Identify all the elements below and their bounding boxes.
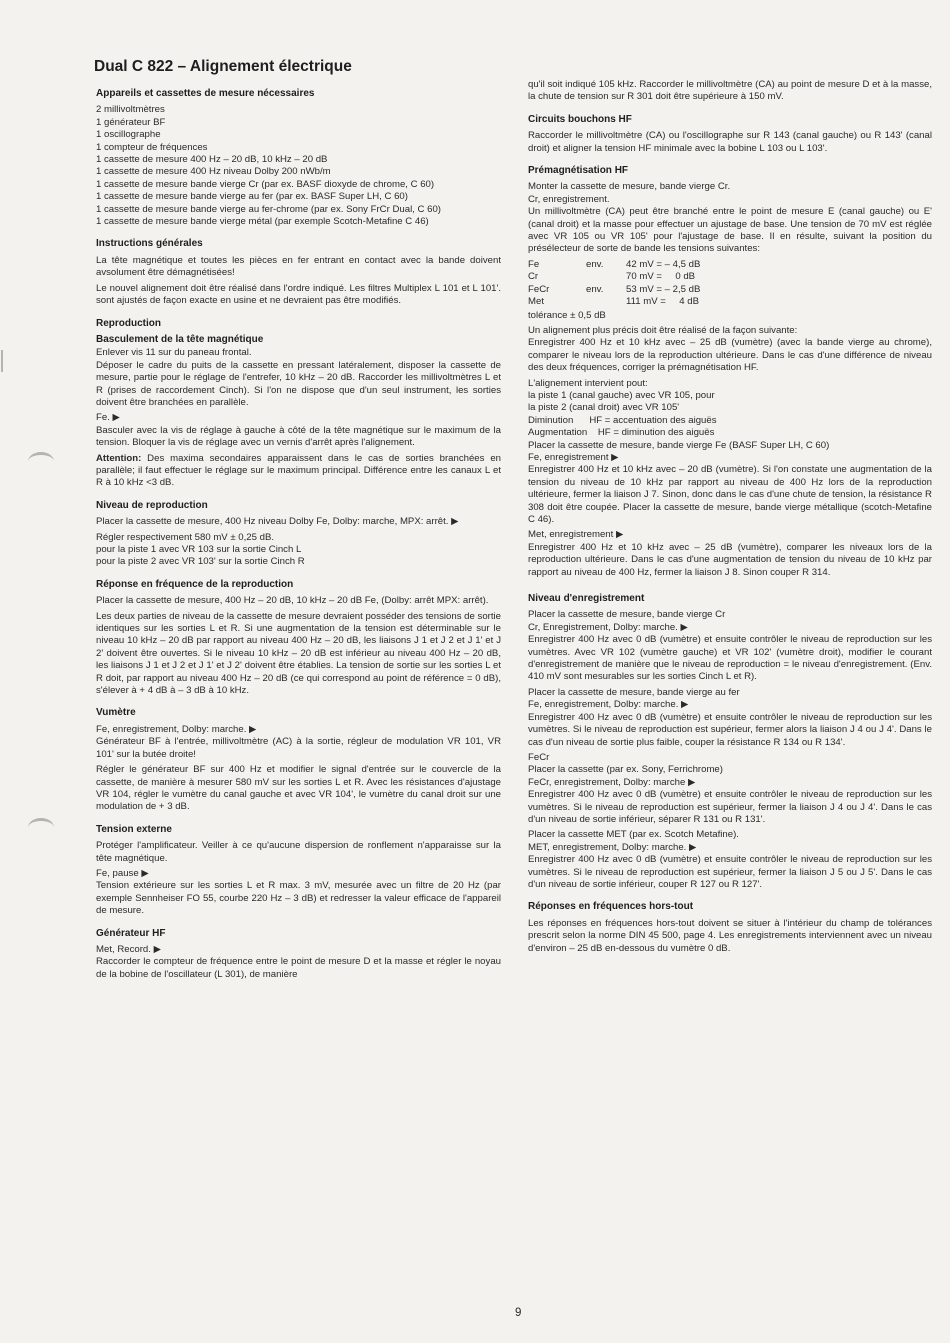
tape-type-cell: Fe: [528, 258, 540, 270]
value-cell: 70 mV = 0 dB: [626, 271, 696, 283]
list-item: 1 cassette de mesure bande vierge métal (par exemple Scotch-Metafine C 46): [96, 216, 429, 228]
subsection-heading: Basculement de la tête magnétique: [96, 333, 264, 345]
table-row: [528, 271, 700, 283]
env-cell: [586, 296, 626, 308]
env-cell: env.: [586, 258, 604, 270]
paragraph: Enregistrer 400 Hz et 10 kHz avec – 25 dB (vumètre) (avec la bande vierge au chrome), comparer le niveau lors de la reproduction ultérieure. Dans le cas d'une différence de niveau des deux fréquences, corriger la prémagnétisation HF.: [528, 337, 932, 374]
paragraph: MET, enregistrement, Dolby: marche. ▶: [528, 841, 697, 853]
paragraph: Un millivoltmètre (CA) peut être branché entre le point de mesure E (canal gauche) ou E' (canal droit) et la masse pour effectuer un ajustage de base. Une tension de 70 mV est réglée avec VR 105 ou VR 105' pour l'ajustage de base. Il en résulte, suivant la position du présélecteur de sorte de bande les tensions suivantes:: [528, 206, 932, 255]
paragraph: Placer la cassette (par ex. Sony, Ferrichrome): [528, 764, 723, 776]
tape-type-cell: Cr: [528, 271, 539, 283]
attention-text: Des maxima secondaires apparaissent dans le cas de sorties branchées en parallèle; il faut effectuer le réglage sur le maximum principal. Différence entre les canaux L et R à 10 kHz <3 dB.: [96, 452, 501, 489]
paragraph: FeCr, enregistrement, Dolby: marche ▶: [528, 776, 696, 788]
section-heading: Appareils et cassettes de mesure nécessaires: [96, 88, 315, 99]
attention-paragraph: [96, 453, 501, 490]
paragraph: Placer la cassette de mesure, 400 Hz niveau Dolby Fe, Dolby: marche, MPX: arrêt. ▶: [96, 516, 459, 528]
section-heading: Réponses en fréquences hors-tout: [528, 901, 694, 913]
attention-label: Attention:: [96, 452, 142, 464]
tape-voltage-table: [528, 259, 700, 309]
paragraph: Basculer avec la vis de réglage à gauche à côté de la tête magnétique sur le maximum de la tension. Bloquer la vis de réglage avec un vernis d'arrêt après l'alignement.: [96, 424, 501, 449]
table-row: [528, 296, 700, 308]
value-cell: 111 mV = 4 dB: [626, 296, 699, 308]
tape-type-cell: FeCr: [528, 283, 550, 295]
paragraph: Fe, pause ▶: [96, 867, 149, 879]
list-item: 1 cassette de mesure 400 Hz – 20 dB, 10 kHz – 20 dB: [96, 154, 328, 166]
table-row: [528, 284, 700, 296]
paragraph: Fe, enregistrement, Dolby: marche. ▶: [528, 699, 689, 711]
paragraph: Régler le générateur BF sur 400 Hz et modifier le signal d'entrée sur le couvercle de la cassette, de manière à mesurer 580 mV sur les sorties L et R. Avec les résistances d'ajustage VR 104, régler le vumètre du canal gauche et avec VR 104', le vumètre du canal droit sur une modulation de + 3 dB.: [96, 764, 501, 813]
tape-type-cell: Met: [528, 296, 544, 308]
paragraph: Enregistrer 400 Hz et 10 kHz avec – 20 dB (vumètre). Si l'on constate une augmentation de la tension du niveau de 10 kHz par rapport au niveau de 400 Hz lors de la reproduction ultérieure, fermer la liaison J 7. Sinon, donc dans le cas d'une chute de tension, la résistance R 308 doit être coupée. Placer la cassette de mesure, bande vierge métallique (scotch-Metafine C 46).: [528, 464, 932, 525]
section-heading: Niveau de reproduction: [96, 499, 208, 511]
paragraph: Monter la cassette de mesure, bande vierge Cr.: [528, 181, 731, 193]
env-cell: env.: [586, 283, 604, 295]
section-heading: Tension externe: [96, 823, 172, 835]
paragraph: Générateur BF à l'entrée, millivoltmètre (AC) à la sortie, régleur de modulation VR 101, VR 101' sur la butée droite!: [96, 736, 501, 760]
paragraph: Enregistrer 400 Hz avec 0 dB (vumètre) et ensuite contrôler le niveau de reproduction sur les vumètres. Si le niveau de reproduction est supérieur, fermer la liaison J 5 ou J 5'. Dans le cas d'un niveau de sortie inférieur, couper R 127 ou R 127'.: [528, 854, 932, 890]
paragraph: Protéger l'amplificateur. Veiller à ce qu'aucune dispersion de ronflement n'apparaisse sur la tête magnétique.: [96, 840, 501, 864]
paragraph: Déposer le cadre du puits de la cassette en pressant latéralement, disposer la cassette de mesure, partie pour le réglage de l'entrefer, 10 kHz – 20 dB. Raccorder les millivoltmètres L et R (prises de raccordement Cinch). Si l'on ne dispose que d'un seul instrument, les sorties doivent être branchées en parallèle.: [96, 359, 501, 408]
edge-mark: [1, 350, 3, 372]
value-cell: 42 mV = – 4,5 dB: [626, 258, 701, 270]
paragraph: Diminution HF = accentuation des aiguës: [528, 414, 717, 426]
paragraph: Augmentation HF = diminution des aiguës: [528, 427, 715, 439]
paragraph: Placer la cassette de mesure, bande vierge Cr: [528, 609, 726, 621]
list-item: 1 cassette de mesure bande vierge au fer-chrome (par ex. Sony FrCr Dual, C 60): [96, 203, 441, 215]
left-column: [96, 88, 501, 984]
punch-hole-top: [28, 452, 54, 471]
list-item: 2 millivoltmètres: [96, 104, 165, 116]
paragraph: La tête magnétique et toutes les pièces en fer entrant en contact avec la bande doivent avsolument être démagnétisées!: [96, 254, 501, 279]
section-heading: Générateur HF: [96, 927, 166, 939]
paragraph: Met, enregistrement ▶: [528, 529, 624, 541]
paragraph: Les deux parties de niveau de la cassette de mesure devraient posséder des tensions de sortie identiques sur les sorties L et R. Si une augmentation de la tension est déterminable sur le niveau 10 kHz – 20 dB par rapport au niveau 400 Hz – 20 dB, les liaisons J 1 et J 2 et J 1' et J 2' doivent être ouvertes. Si le niveau 10 kHz – 20 dB est inférieur au niveau 400 Hz – 20 dB, les liaisons J 1 et J 2 et J 1' et J 2' doivent être établies. La tension de sortie sur les sorties L et R doit, par rapport au niveau 400 Hz – 20 dB (ce qui correspond au point de référence = 0 dB), s'élever à + 4 dB à – 3 dB à 10 kHz.: [96, 610, 501, 697]
page-number: 9: [515, 1307, 522, 1319]
paragraph: la piste 1 (canal gauche) avec VR 105, pour: [528, 389, 715, 401]
section-heading: Reproduction: [96, 317, 161, 329]
paragraph: Enregistrer 400 Hz avec 0 dB (vumètre) et ensuite contrôler le niveau de reproduction sur les vumètres. Si le niveau de reproduction est supérieur, fermer alors la liaison J 4 ou J 4'. Dans le cas d'un niveau de sortie plus faible, couper la résistance R 134 ou R 134'.: [528, 711, 932, 748]
equipment-list: [96, 104, 501, 228]
page-title: Dual C 822 – Alignement électrique: [94, 58, 352, 75]
paragraph: Fe, enregistrement, Dolby: marche. ▶: [96, 723, 257, 735]
paragraph: Tension extérieure sur les sorties L et R max. 3 mV, mesurée avec un filtre de 20 Hz (par exemple Sennheiser FO 55, courbe 220 Hz – 3 dB) et redresser la valeur efficace de l'appareil de mesure.: [96, 880, 501, 917]
paragraph: Fe. ▶: [96, 412, 120, 424]
paragraph: pour la piste 2 avec VR 103' sur la sortie Cinch R: [96, 556, 305, 568]
paragraph: Enregistrer 400 Hz et 10 kHz avec – 25 dB (vumètre), comparer les niveaux lors de la reproduction ultérieure. Dans le cas d'une augmentation de tension du niveau de 10 kHz par rapport au niveau de 400 Hz, fermer la liaison J 8. Sinon couper R 314.: [528, 541, 932, 578]
paragraph: Enregistrer 400 Hz avec 0 dB (vumètre) et ensuite contrôler le niveau de reproduction sur les vumètres. Avec VR 102 (vumètre gauche) et VR 102' (vumètre droit), modifier le courant d'enregistrement de manière que le niveau de reproduction = le niveau d'enregistrement. (Env. 410 mV sont mesurables sur les sorties Cinch L et R).: [528, 634, 932, 683]
list-item: 1 oscillographe: [96, 129, 161, 141]
section-heading: Niveau d'enregistrement: [528, 593, 645, 605]
paragraph: Raccorder le compteur de fréquence entre le point de mesure D et la masse et régler le noyau de la bobine de l'oscillateur (L 301), de manière: [96, 956, 501, 980]
section-heading: Instructions générales: [96, 238, 203, 250]
list-item: 1 générateur BF: [96, 116, 166, 128]
punch-hole-bottom: [28, 818, 54, 837]
paragraph: Le nouvel alignement doit être réalisé dans l'ordre indiqué. Les filtres Multiplex L 101 et L 101'. sont ajustés de façon exacte en usine et ne devraient pas être modifiés.: [96, 282, 501, 307]
section-heading: Réponse en fréquence de la reproduction: [96, 578, 294, 590]
section-heading: Circuits bouchons HF: [528, 113, 632, 125]
paragraph: Placer la cassette de mesure, bande vierge Fe (BASF Super LH, C 60): [528, 439, 830, 451]
paragraph: Régler respectivement 580 mV ± 0,25 dB.: [96, 531, 275, 543]
paragraph: Placer la cassette MET (par ex. Scotch Metafine).: [528, 829, 739, 841]
paragraph: Les réponses en fréquences hors-tout doivent se situer à l'intérieur du champ de tolérances prescrit selon la norme DIN 45 500, page 4. Les enregistrements interviennent avec un niveau d'environ – 25 dB en-dessous du vumètre 0 dB.: [528, 917, 932, 954]
table-row: [528, 259, 700, 271]
section-heading: Vumètre: [96, 707, 136, 719]
paragraph: Fe, enregistrement ▶: [528, 451, 619, 463]
paragraph: qu'il soit indiqué 105 kHz. Raccorder le millivoltmètre (CA) au point de mesure D et à la masse, la chute de tension sur R 301 doit être supérieure à 150 mV.: [528, 79, 932, 103]
paragraph: Cr, Enregistrement, Dolby: marche. ▶: [528, 621, 688, 633]
env-cell: [586, 271, 626, 283]
paragraph: Enlever vis 11 sur du paneau frontal.: [96, 347, 252, 359]
list-item: 1 compteur de fréquences: [96, 141, 208, 153]
list-item: 1 cassette de mesure bande vierge au fer (par ex. BASF Super LH, C 60): [96, 191, 408, 203]
paragraph: Met, Record. ▶: [96, 943, 161, 955]
list-item: 1 cassette de mesure bande vierge Cr (par ex. BASF dioxyde de chrome, C 60): [96, 178, 435, 190]
paragraph: Un alignement plus précis doit être réalisé de la façon suivante:: [528, 324, 798, 336]
paragraph: Enregistrer 400 Hz avec 0 dB (vumètre) et ensuite contrôler le niveau de reproduction sur les vumètres. Si le niveau de reproduction est supérieur, fermer la liaison J 4 ou J 4'. Dans le cas d'un niveau de sortie inférieur, séparer R 131 ou R 131'.: [528, 789, 932, 825]
value-cell: 53 mV = – 2,5 dB: [626, 283, 701, 295]
section-heading: Prémagnétisation HF: [528, 165, 629, 177]
paragraph: Cr, enregistrement.: [528, 193, 610, 205]
paragraph: pour la piste 1 avec VR 103 sur la sortie Cinch L: [96, 544, 302, 555]
paragraph: Placer la cassette de mesure, bande vierge au fer: [528, 686, 740, 698]
paragraph: FeCr: [528, 751, 550, 763]
paragraph: Placer la cassette de mesure, 400 Hz – 20 dB, 10 kHz – 20 dB Fe, (Dolby: arrêt MPX: arrêt).: [96, 595, 489, 607]
list-item: 1 cassette de mesure 400 Hz niveau Dolby 200 nWb/m: [96, 166, 331, 178]
paragraph: L'alignement intervient pout:: [528, 377, 648, 389]
tolerance-note: tolérance ± 0,5 dB: [528, 309, 606, 321]
paragraph: Raccorder le millivoltmètre (CA) ou l'oscillographe sur R 143 (canal gauche) ou R 143' (canal droit) et aligner la tension HF minimale avec la bobine L 103 ou L 103'.: [528, 130, 932, 154]
right-column: [528, 79, 932, 958]
paragraph: la piste 2 (canal droit) avec VR 105': [528, 402, 680, 414]
